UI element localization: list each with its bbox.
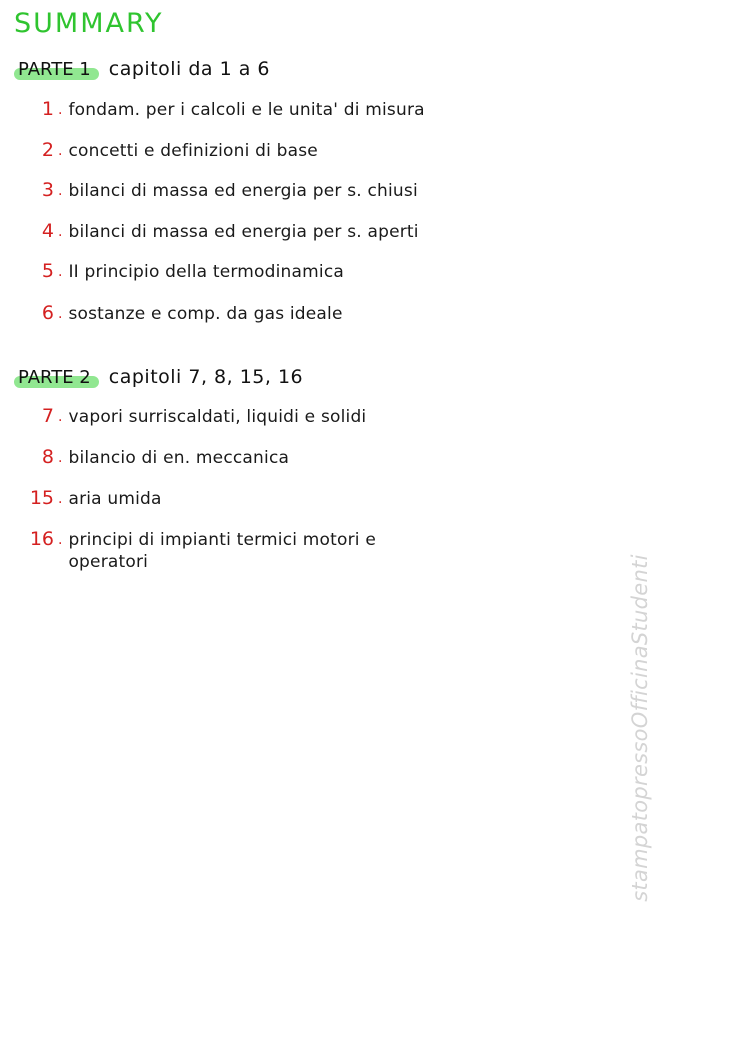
item-number: 15 bbox=[29, 487, 54, 509]
part-2-label-text: PARTE 2 bbox=[18, 367, 91, 388]
item-dot: . bbox=[58, 264, 63, 280]
item-dot: . bbox=[58, 143, 63, 159]
item-text: sostanze e comp. da gas ideale bbox=[68, 304, 343, 324]
item-dot: . bbox=[58, 450, 63, 466]
item-dot: . bbox=[58, 183, 63, 199]
list-item bbox=[18, 446, 289, 469]
list-item bbox=[18, 179, 418, 202]
part-1-label-text: PARTE 1 bbox=[18, 59, 91, 80]
list-item bbox=[18, 405, 366, 428]
item-dot: . bbox=[58, 306, 63, 322]
list-item bbox=[18, 220, 419, 243]
part-1-header bbox=[16, 58, 270, 80]
list-item bbox=[18, 487, 162, 510]
item-dot: . bbox=[58, 409, 63, 425]
item-text: aria umida bbox=[68, 489, 162, 509]
item-number: 3 bbox=[41, 179, 54, 201]
page-title: SUMMARY bbox=[14, 8, 164, 39]
item-dot: . bbox=[58, 532, 63, 548]
item-dot: . bbox=[58, 102, 63, 118]
item-text: vapori surriscaldati, liquidi e solidi bbox=[68, 407, 367, 427]
part-2-label bbox=[16, 367, 95, 388]
item-number: 7 bbox=[41, 405, 54, 427]
part-1-chapters: capitoli da 1 a 6 bbox=[108, 58, 271, 80]
item-number: 5 bbox=[41, 260, 54, 282]
watermark: stampatopressoOfficinaStudenti bbox=[628, 554, 652, 902]
list-item bbox=[18, 528, 438, 573]
item-text: II principio della termodinamica bbox=[68, 262, 344, 282]
item-text: bilancio di en. meccanica bbox=[68, 448, 290, 468]
part-2-header bbox=[16, 366, 303, 388]
item-number: 16 bbox=[29, 528, 54, 550]
list-item bbox=[18, 302, 343, 325]
list-item bbox=[18, 139, 318, 162]
item-dot: . bbox=[58, 491, 63, 507]
item-dot: . bbox=[58, 224, 63, 240]
item-number: 4 bbox=[41, 220, 54, 242]
item-text: bilanci di massa ed energia per s. aperti bbox=[68, 222, 419, 242]
part-2-chapters: capitoli 7, 8, 15, 16 bbox=[108, 366, 304, 388]
item-number: 8 bbox=[41, 446, 54, 468]
item-text: principi di impianti termici motori e operatori bbox=[68, 530, 376, 572]
list-item bbox=[18, 260, 344, 283]
item-text: concetti e definizioni di base bbox=[68, 141, 318, 161]
item-number: 2 bbox=[41, 139, 54, 161]
part-1-label bbox=[16, 59, 95, 80]
item-number: 1 bbox=[41, 98, 54, 120]
list-item bbox=[18, 98, 425, 121]
item-text: fondam. per i calcoli e le unita' di misura bbox=[68, 100, 425, 120]
item-number: 6 bbox=[41, 302, 54, 324]
item-text: bilanci di massa ed energia per s. chiusi bbox=[68, 181, 418, 201]
